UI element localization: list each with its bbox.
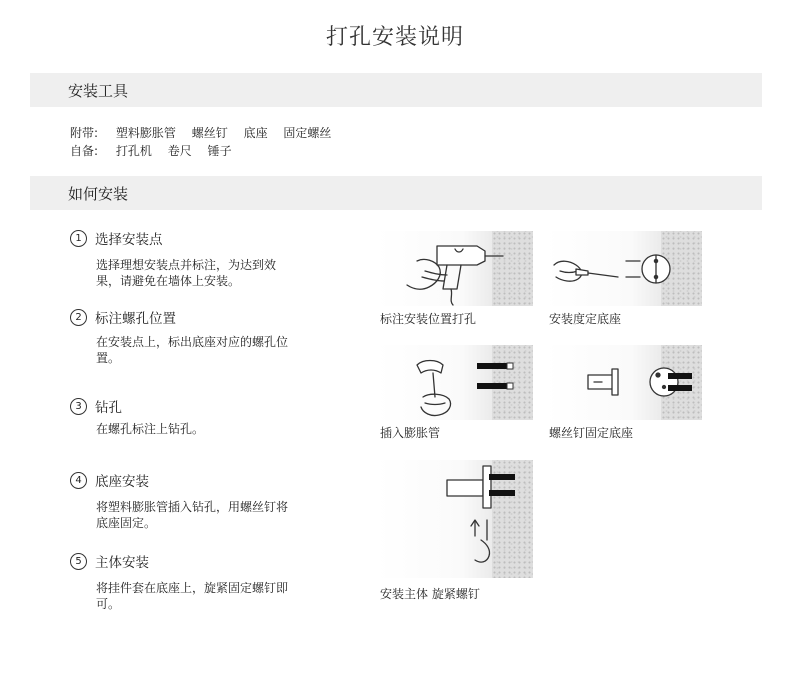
tool-item: 塑料膨胀管 bbox=[115, 126, 176, 140]
drill-icon bbox=[377, 231, 533, 306]
step-title: 底座安装 bbox=[95, 474, 149, 490]
tool-item: 固定螺丝 bbox=[283, 126, 332, 140]
figure-caption: 螺丝钉固定底座 bbox=[549, 426, 634, 440]
section-title: 如何安装 bbox=[68, 185, 129, 203]
step-number: 3 bbox=[70, 398, 87, 415]
step-number: 4 bbox=[70, 472, 87, 489]
step-4 bbox=[70, 470, 296, 531]
figure-caption: 标注安装位置打孔 bbox=[380, 312, 477, 326]
figure-caption: 安装度定底座 bbox=[549, 312, 622, 326]
figure-caption: 安装主体 旋紧螺钉 bbox=[380, 587, 480, 601]
tool-item: 底座 bbox=[243, 126, 268, 140]
included-tools-row bbox=[70, 124, 343, 141]
figure-drill bbox=[377, 231, 533, 306]
step-5 bbox=[70, 551, 296, 612]
figure-base bbox=[546, 345, 702, 420]
step-number: 5 bbox=[70, 553, 87, 570]
own-tools-row bbox=[70, 142, 244, 159]
step-description: 将挂件套在底座上，旋紧固定螺钉即可。 bbox=[96, 581, 289, 611]
hex-key-icon bbox=[377, 460, 533, 578]
section-header-tools bbox=[30, 73, 762, 107]
tool-item: 锤子 bbox=[207, 144, 232, 158]
figure-screwdriver bbox=[546, 231, 702, 306]
step-description: 在安装点上，标出底座对应的螺孔位置。 bbox=[96, 335, 289, 365]
base-plate-icon bbox=[546, 345, 702, 420]
step-description: 在螺孔标注上钻孔。 bbox=[96, 422, 205, 436]
figure-main-body bbox=[377, 460, 533, 578]
hammer-icon bbox=[377, 345, 533, 420]
page-title: 打孔安装说明 bbox=[325, 25, 464, 50]
tool-item: 打孔机 bbox=[115, 144, 152, 158]
figure-hammer bbox=[377, 345, 533, 420]
step-2 bbox=[70, 307, 296, 366]
tool-item: 卷尺 bbox=[167, 144, 192, 158]
section-header-howto bbox=[30, 176, 762, 210]
step-title: 钻孔 bbox=[95, 400, 122, 416]
step-number: 1 bbox=[70, 230, 87, 247]
step-number: 2 bbox=[70, 309, 87, 326]
figure-caption: 插入膨胀管 bbox=[380, 426, 441, 440]
step-1 bbox=[70, 228, 296, 289]
step-description: 选择理想安装点并标注，为达到效果，请避免在墙体上安装。 bbox=[96, 258, 277, 288]
step-title: 标注螺孔位置 bbox=[95, 311, 176, 327]
section-title: 安装工具 bbox=[68, 82, 129, 100]
step-3 bbox=[70, 396, 296, 437]
step-title: 选择安装点 bbox=[95, 232, 163, 248]
included-label: 附带: bbox=[70, 126, 99, 140]
step-description: 将塑料膨胀管插入钻孔，用螺丝钉将底座固定。 bbox=[96, 500, 289, 530]
screwdriver-icon bbox=[546, 231, 702, 306]
tool-item: 螺丝钉 bbox=[191, 126, 228, 140]
own-label: 自备: bbox=[70, 144, 99, 158]
step-title: 主体安装 bbox=[95, 555, 149, 571]
